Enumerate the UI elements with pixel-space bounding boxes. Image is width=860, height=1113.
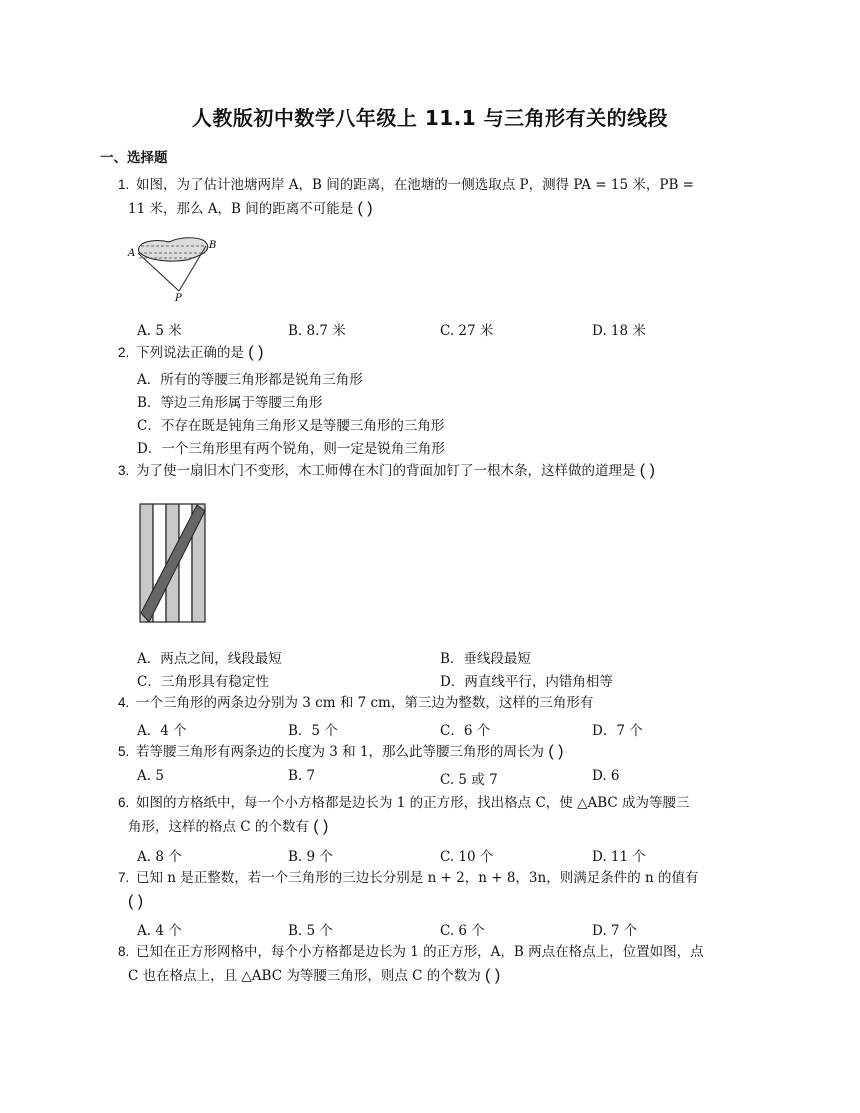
- question-1-line-1: 如图，为了估计池塘两岸 A，B 间的距离，在池塘的一侧选取点 P，测得 PA = 15 米，PB =: [136, 177, 694, 193]
- question-number: 7.: [118, 870, 130, 885]
- question-8: [118, 940, 763, 988]
- option-c[interactable]: C. 10 个: [440, 849, 494, 865]
- label-b: B: [209, 240, 217, 251]
- option-a[interactable]: A. 5: [137, 768, 164, 784]
- question-6-line-2: 角形，这样的格点 C 的个数有: [128, 819, 309, 835]
- option-d[interactable]: D．一个三角形里有两个锐角，则一定是锐角三角形: [137, 441, 445, 457]
- question-7-options: [137, 919, 757, 939]
- option-a[interactable]: A. 4 个: [137, 923, 182, 939]
- option-b[interactable]: B. 7: [288, 768, 316, 784]
- option-d[interactable]: D．两直线平行，内错角相等: [440, 674, 613, 690]
- answer-parenthesis: ( ): [313, 818, 329, 835]
- option-b[interactable]: B．等边三角形属于等腰三角形: [137, 395, 323, 411]
- option-c[interactable]: C．三角形具有稳定性: [137, 674, 269, 690]
- question-number: 2.: [118, 345, 130, 360]
- option-b[interactable]: B. 8.7 米: [288, 323, 346, 339]
- question-1-options: [137, 319, 757, 339]
- answer-parenthesis: ( ): [128, 893, 144, 910]
- question-6-line-1: 如图的方格纸中，每一个小方格都是边长为 1 的正方形，找出格点 C，使 △ABC 成为等腰三: [136, 795, 690, 811]
- option-c[interactable]: C．不存在既是钝角三角形又是等腰三角形的三角形: [137, 418, 445, 434]
- question-number: 8.: [118, 944, 130, 959]
- question-number: 3.: [118, 463, 130, 478]
- label-p: P: [175, 293, 182, 304]
- question-4: [118, 691, 763, 715]
- question-number: 1.: [118, 177, 130, 192]
- option-d[interactable]: D．7 个: [592, 723, 643, 739]
- question-8-line-2: C 也在格点上，且 △ABC 为等腰三角形，则点 C 的个数为: [128, 968, 481, 984]
- option-c[interactable]: C．6 个: [440, 723, 491, 739]
- pond-figure: [125, 234, 225, 304]
- section-heading: 一、选择题: [100, 150, 168, 166]
- question-4-options: [137, 719, 757, 739]
- question-number: 5.: [118, 744, 130, 759]
- question-3: [118, 459, 763, 483]
- page-title: 人教版初中数学八年级上 11.1 与三角形有关的线段: [191, 106, 669, 130]
- question-4-text: 一个三角形的两条边分别为 3 cm 和 7 cm，第三边为整数，这样的三角形有: [136, 695, 594, 711]
- answer-parenthesis: ( ): [248, 344, 264, 361]
- question-6: [118, 791, 763, 839]
- option-d[interactable]: D. 18 米: [592, 323, 646, 339]
- label-a: A: [128, 248, 136, 259]
- option-a[interactable]: A. 5 米: [137, 323, 182, 339]
- option-a[interactable]: A．所有的等腰三角形都是锐角三角形: [137, 372, 363, 388]
- question-1: [118, 173, 763, 221]
- answer-parenthesis: ( ): [485, 967, 501, 984]
- question-3-text: 为了使一扇旧木门不变形，木工师傅在木门的背面加钉了一根木条，这样做的道理是: [136, 463, 636, 479]
- question-2-text: 下列说法正确的是: [136, 345, 244, 361]
- option-d[interactable]: D. 6: [592, 768, 620, 784]
- answer-parenthesis: ( ): [548, 743, 564, 760]
- option-d[interactable]: D. 11 个: [592, 849, 646, 865]
- option-d[interactable]: D. 7 个: [592, 923, 638, 939]
- question-8-line-1: 已知在正方形网格中，每个小方格都是边长为 1 的正方形，A，B 两点在格点上，位置如图，点: [136, 944, 704, 960]
- option-a[interactable]: A．两点之间，线段最短: [137, 651, 282, 667]
- option-a[interactable]: A. 8 个: [137, 849, 182, 865]
- option-a[interactable]: A．4 个: [137, 723, 187, 739]
- answer-parenthesis: ( ): [357, 200, 373, 217]
- option-c[interactable]: C. 5 或 7: [440, 772, 498, 788]
- question-7: [118, 866, 763, 914]
- question-2: [118, 341, 763, 365]
- option-c[interactable]: C. 6 个: [440, 923, 485, 939]
- question-5: [118, 740, 763, 764]
- question-number: 6.: [118, 795, 130, 810]
- question-6-options: [137, 845, 757, 865]
- answer-parenthesis: ( ): [639, 462, 655, 479]
- question-5-options: [137, 768, 757, 788]
- option-b[interactable]: B. 5 个: [288, 923, 333, 939]
- question-number: 4.: [118, 695, 130, 710]
- option-b[interactable]: B．5 个: [288, 723, 338, 739]
- question-5-text: 若等腰三角形有两条边的长度为 3 和 1，那么此等腰三角形的周长为: [136, 744, 545, 760]
- option-b[interactable]: B. 9 个: [288, 849, 333, 865]
- question-7-line-1: 已知 n 是正整数，若一个三角形的三边长分别是 n + 2，n + 8，3n，则满足条件的 n 的值有: [136, 870, 699, 886]
- option-b[interactable]: B．垂线段最短: [440, 651, 531, 667]
- question-1-line-2: 11 米，那么 A，B 间的距离不可能是: [128, 201, 354, 217]
- door-figure: [139, 503, 209, 625]
- option-c[interactable]: C. 27 米: [440, 323, 494, 339]
